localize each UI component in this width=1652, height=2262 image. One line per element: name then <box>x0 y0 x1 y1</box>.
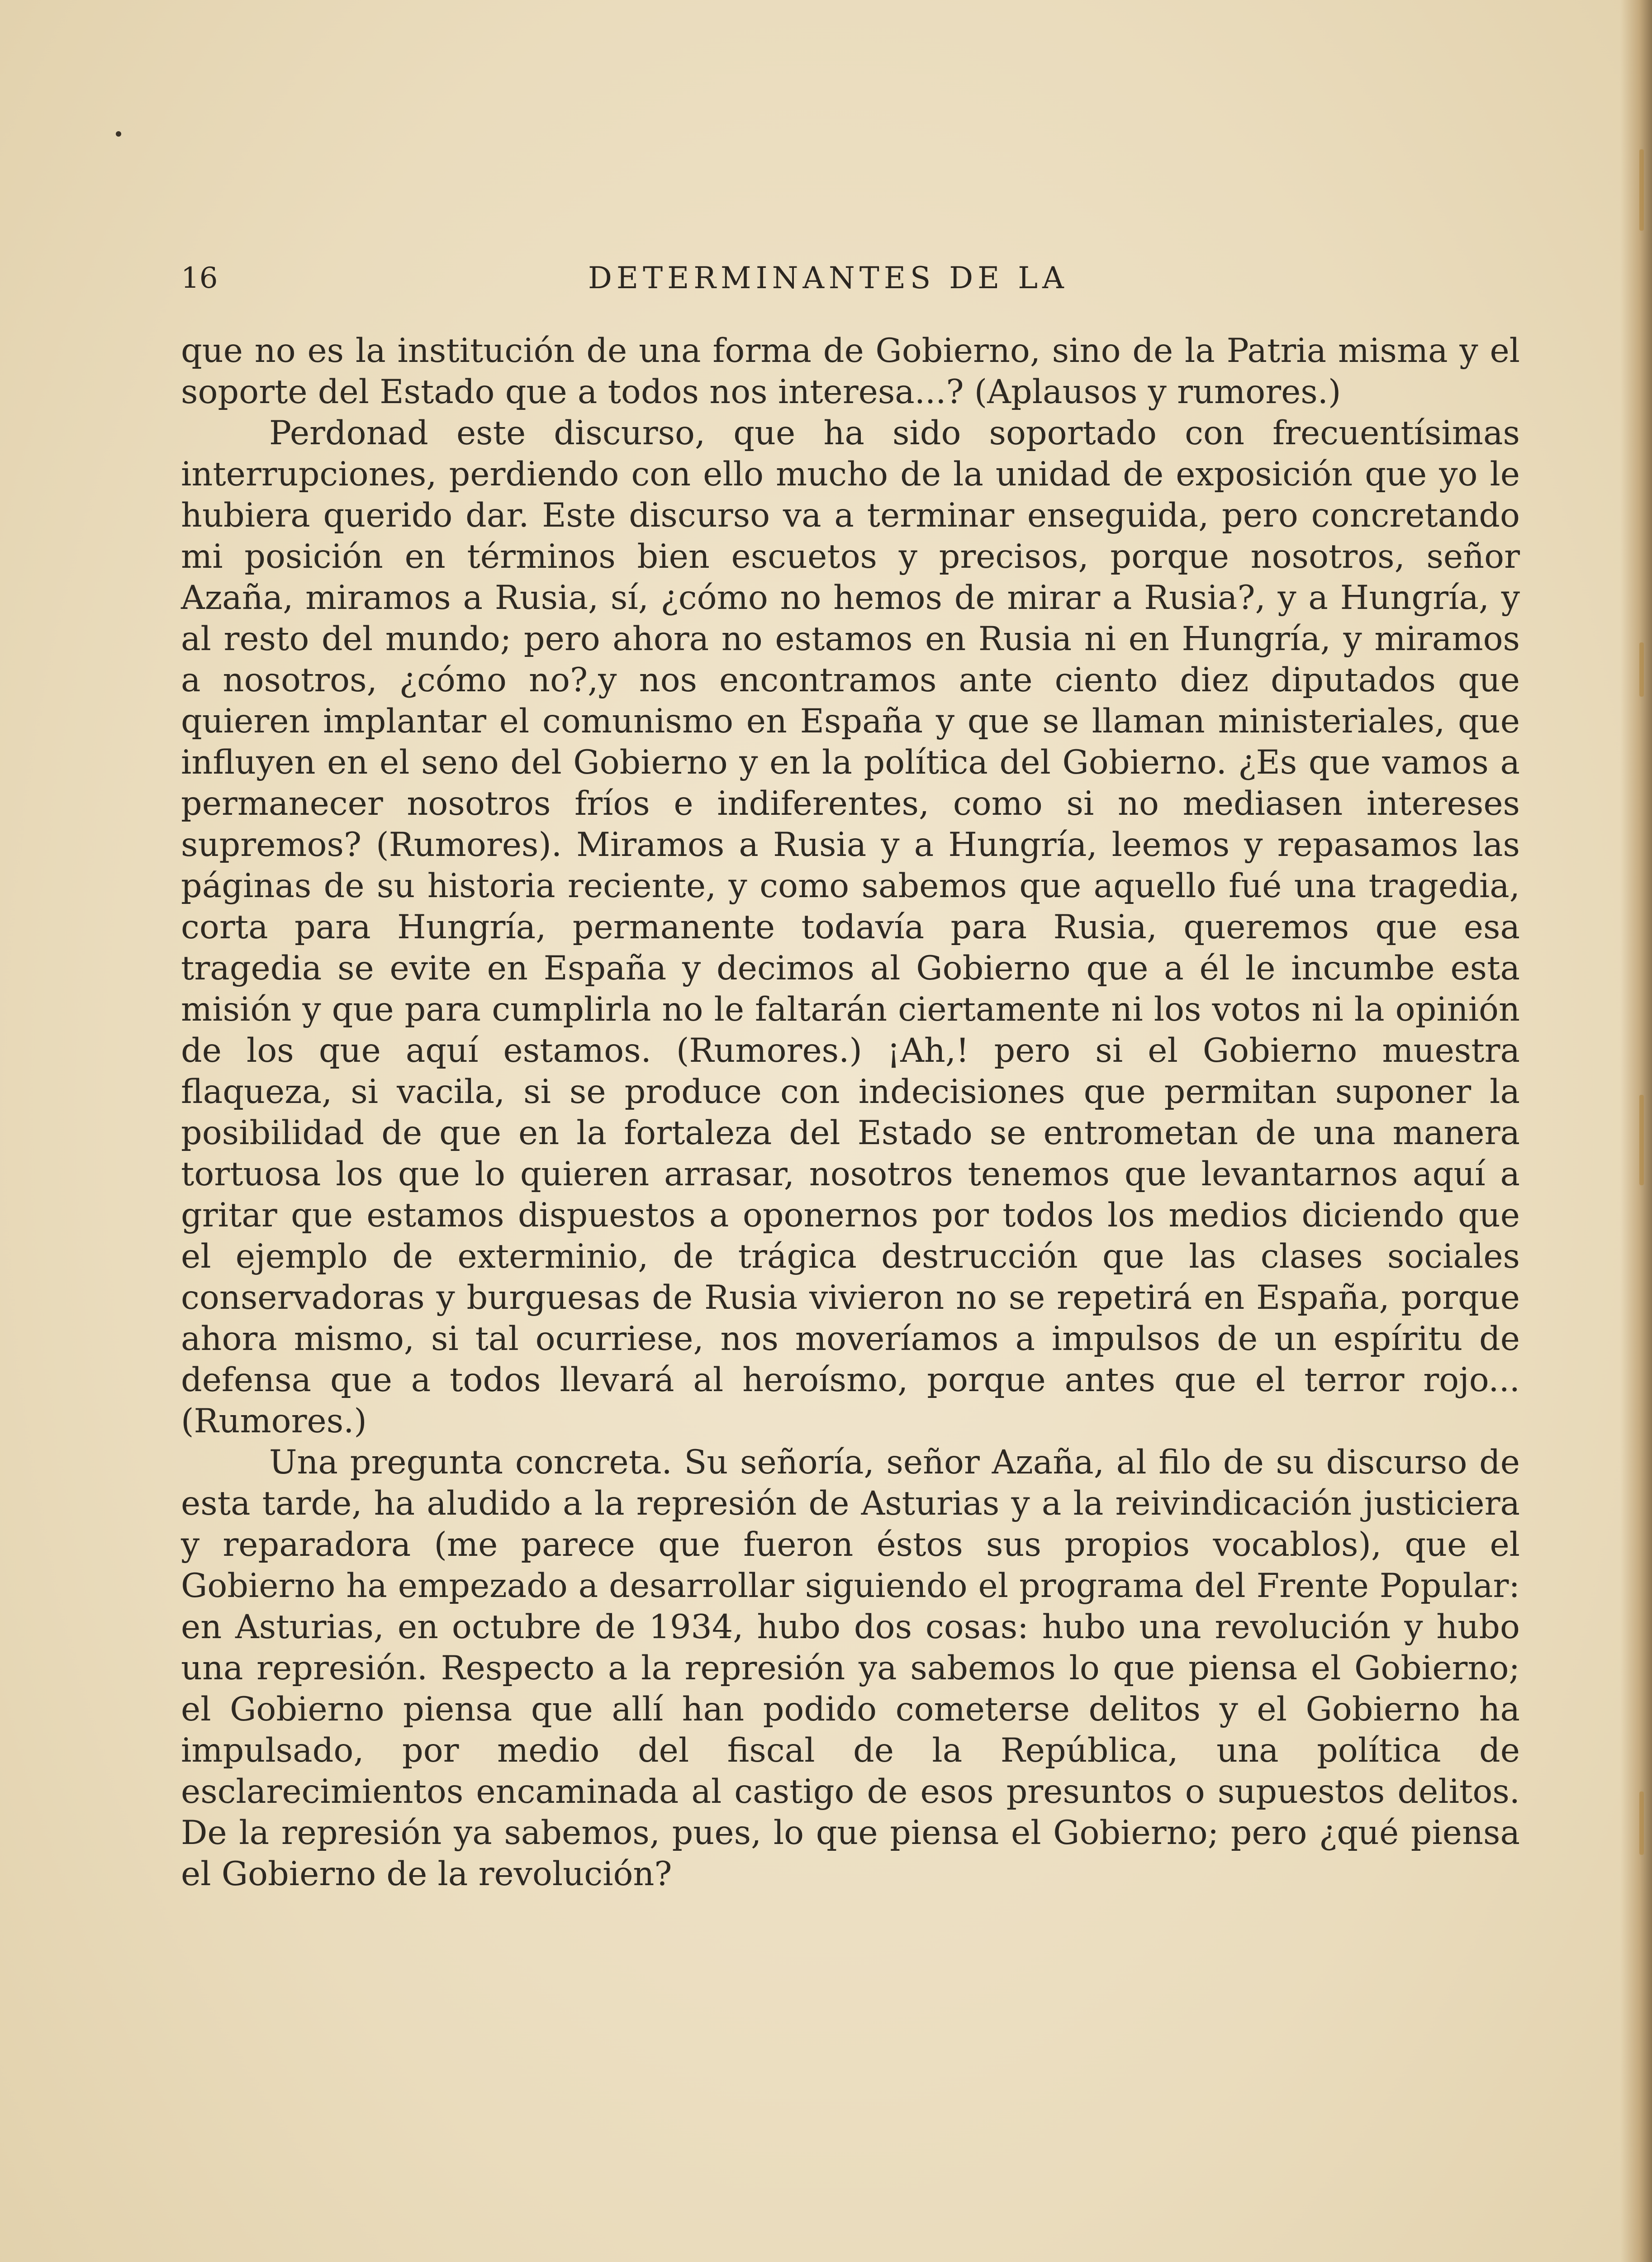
edge-stain <box>1639 149 1644 231</box>
paragraph: que no es la institución de una forma de Gobierno, sino de la Patria misma y el soporte del Estado que a todos nos interesa...? (Aplausos y rumores.) <box>181 332 1520 411</box>
page-number: 16 <box>181 261 218 295</box>
edge-stain <box>1639 642 1644 697</box>
page-edge-shadow <box>1620 0 1652 2262</box>
paragraph: Perdonad este discurso, que ha sido soportado con frecuentísimas interrupciones, perdiendo con ello mucho de la unidad de exposición que yo le hubiera querido dar. Este discurso va a terminar enseguida, pero concretando mi posición en términos bien escuetos y precisos, porque nosotros, señor Azaña, miramos a Rusia, sí, ¿cómo no hemos de mirar a Rusia?, y a Hungría, y al resto del mundo; pero ahora no estamos en Rusia ni en Hungría, y miramos a nosotros, ¿cómo no?,y nos encontramos ante ciento diez diputados que quieren implantar el comunismo en España y que se llaman ministeriales, que influyen en el seno del Gobierno y en la política del Gobierno. ¿Es que vamos a permanecer nosotros fríos e indiferentes, como si no mediasen intereses supremos? (Rumores). Miramos a Rusia y a Hungría, leemos y repasamos las páginas de su historia reciente, y como sabemos que aquello fué una tragedia, corta para Hungría, permanente todavía para Rusia, queremos que esa tragedia se evite en España y decimos al Gobierno que a él le incumbe esta misión y que para cumplirla no le faltarán ciertamente ni los votos ni la opinión de los que aquí estamos. (Rumores.) ¡Ah,! pero si el Gobierno muestra flaqueza, si vacila, si se produce con indecisiones que permitan suponer la posibilidad de que en la fortaleza del Estado se entrometan de una manera tortuosa los que lo quieren arrasar, nosotros tenemos que levantarnos aquí a gritar que estamos dispuestos a oponernos por todos los medios diciendo que el ejemplo de exterminio, de trágica destrucción que las clases sociales conservadoras y burguesas de Rusia vivieron no se repetirá en España, porque ahora mismo, si tal ocurriese, nos moveríamos a impulsos de un espíritu de defensa que a todos llevará al heroísmo, porque antes que el terror rojo... (Rumores.) <box>181 414 1520 1440</box>
ink-speck <box>116 131 121 137</box>
body-text <box>181 330 1520 1895</box>
edge-stain <box>1639 1792 1644 1855</box>
edge-stain <box>1639 1095 1644 1185</box>
paragraph: Una pregunta concreta. Su señoría, señor Azaña, al filo de su discurso de esta tarde, ha aludido a la represión de Asturias y a la reivindicación justiciera y reparadora (me parece que fueron éstos sus propios vocablos), que el Gobierno ha empezado a desarrollar siguiendo el programa del Frente Popular: en Asturias, en octubre de 1934, hubo dos cosas: hubo una revolución y hubo una represión. Respecto a la represión ya sabemos lo que piensa el Gobierno; el Gobierno piensa que allí han podido cometerse delitos y el Gobierno ha impulsado, por medio del fiscal de la República, una política de esclarecimientos encaminada al castigo de esos presuntos o supuestos delitos. De la represión ya sabemos, pues, lo que piensa el Gobierno; pero ¿qué piensa el Gobierno de la revolución? <box>181 1443 1520 1893</box>
running-title: DETERMINANTES DE LA <box>588 261 1068 295</box>
page-header <box>181 260 1520 296</box>
